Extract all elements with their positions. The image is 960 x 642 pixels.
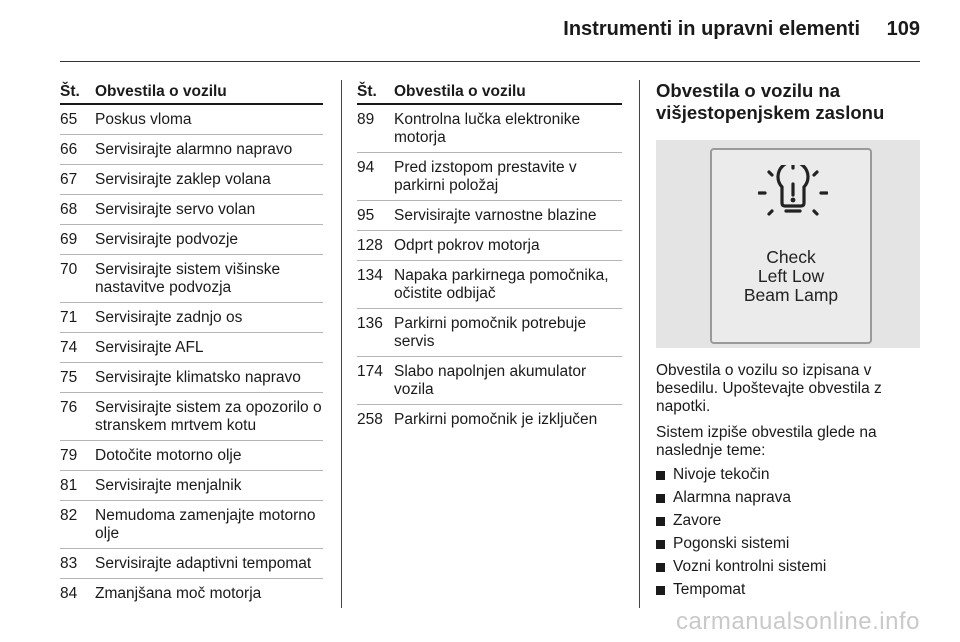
table-row xyxy=(60,165,323,195)
message-text: Servisirajte zaklep volana xyxy=(95,171,271,188)
bullet-square-icon xyxy=(656,517,665,526)
section-display-messages xyxy=(656,80,921,604)
list-item xyxy=(656,512,921,530)
table-row xyxy=(60,195,323,225)
section-heading: Obvestila o vozilu na višjestopenjskem zaslonu xyxy=(656,80,885,123)
message-text: Odprt pokrov motorja xyxy=(394,237,540,254)
bullet-square-icon xyxy=(656,494,665,503)
message-number: 174 xyxy=(357,363,383,380)
column-header-message: Obvestila o vozilu xyxy=(95,83,227,100)
table-row xyxy=(60,135,323,165)
lamp-warning-icon xyxy=(758,165,828,235)
table-row xyxy=(60,501,323,549)
message-text: Servisirajte menjalnik xyxy=(95,477,242,494)
message-number: 95 xyxy=(357,207,375,224)
table-row xyxy=(60,303,323,333)
bullet-square-icon xyxy=(656,563,665,572)
message-number: 84 xyxy=(60,585,78,602)
list-item-label: Vozni kontrolni sistemi xyxy=(673,558,827,575)
paragraph-intro: Obvestila o vozilu so izpisana v besedilu. Upoštevajte obvestila z napotki. xyxy=(656,362,882,415)
message-text: Servisirajte sistem za opozorilo o stranskem mrtvem kotu xyxy=(95,399,322,434)
message-text: Dotočite motorno olje xyxy=(95,447,242,464)
message-text: Servisirajte servo volan xyxy=(95,201,256,218)
message-text: Napaka parkirnega pomočnika, očistite odbijač xyxy=(394,267,609,302)
table-row xyxy=(357,231,622,261)
display-line-3: Beam Lamp xyxy=(743,285,839,305)
message-number: 68 xyxy=(60,201,78,218)
header-divider xyxy=(60,61,920,62)
messages-table-1 xyxy=(60,80,323,608)
message-number: 70 xyxy=(60,261,78,278)
table-header xyxy=(60,80,323,105)
table-row xyxy=(60,579,323,608)
list-item xyxy=(656,466,921,484)
list-item xyxy=(656,535,921,553)
message-text: Poskus vloma xyxy=(95,111,192,128)
column-divider xyxy=(639,80,640,608)
message-text: Zmanjšana moč motorja xyxy=(95,585,262,602)
message-number: 79 xyxy=(60,447,78,464)
list-item xyxy=(656,489,921,507)
message-text: Servisirajte klimatsko napravo xyxy=(95,369,301,386)
list-item-label: Nivoje tekočin xyxy=(673,466,770,483)
message-text: Nemudoma zamenjajte motorno olje xyxy=(95,507,316,542)
message-number: 89 xyxy=(357,111,375,128)
table-row xyxy=(357,105,622,153)
message-text: Servisirajte zadnjo os xyxy=(95,309,243,326)
message-text: Servisirajte adaptivni tempomat xyxy=(95,555,312,572)
table-row xyxy=(60,441,323,471)
list-item-label: Zavore xyxy=(673,512,722,529)
watermark: carmanualsonline.info xyxy=(676,608,920,635)
message-number: 74 xyxy=(60,339,78,356)
message-text: Servisirajte AFL xyxy=(95,339,204,356)
message-number: 71 xyxy=(60,309,78,326)
messages-table-2 xyxy=(357,80,622,434)
table-row xyxy=(60,225,323,255)
message-text: Servisirajte sistem višinske nastavitve podvozja xyxy=(95,261,281,296)
message-text: Servisirajte podvozje xyxy=(95,231,239,248)
table-row xyxy=(357,357,622,405)
page-title: Instrumenti in upravni elementi xyxy=(563,18,860,40)
list-item-label: Tempomat xyxy=(673,581,746,598)
topics-list xyxy=(656,466,921,599)
column-header-message: Obvestila o vozilu xyxy=(394,83,526,100)
display-message xyxy=(712,248,870,305)
page-number: 109 xyxy=(886,18,920,40)
paragraph-topics: Sistem izpiše obvestila glede na naslednje teme: xyxy=(656,424,877,459)
message-text: Kontrolna lučka elektronike motorja xyxy=(394,111,581,146)
message-number: 76 xyxy=(60,399,78,416)
table-row xyxy=(357,153,622,201)
table-row xyxy=(60,471,323,501)
message-number: 83 xyxy=(60,555,78,572)
table-row xyxy=(60,363,323,393)
bullet-square-icon xyxy=(656,586,665,595)
column-header-number: Št. xyxy=(357,83,377,100)
message-number: 258 xyxy=(357,411,383,428)
display-line-1: Check xyxy=(766,247,816,267)
list-item xyxy=(656,558,921,576)
column-header-number: Št. xyxy=(60,83,80,100)
table-header xyxy=(357,80,622,105)
table-row xyxy=(60,393,323,441)
table-row xyxy=(60,549,323,579)
table-row xyxy=(60,255,323,303)
list-item xyxy=(656,581,921,599)
message-text: Slabo napolnjen akumulator vozila xyxy=(394,363,587,398)
message-number: 67 xyxy=(60,171,78,188)
message-number: 81 xyxy=(60,477,78,494)
message-text: Servisirajte alarmno napravo xyxy=(95,141,293,158)
table-row xyxy=(60,333,323,363)
table-row xyxy=(357,309,622,357)
table-row xyxy=(357,261,622,309)
message-number: 82 xyxy=(60,507,78,524)
bullet-square-icon xyxy=(656,471,665,480)
message-number: 128 xyxy=(357,237,383,254)
table-row xyxy=(357,201,622,231)
display-screen xyxy=(710,148,872,344)
message-number: 75 xyxy=(60,369,78,386)
list-item-label: Pogonski sistemi xyxy=(673,535,790,552)
message-text: Parkirni pomočnik je izključen xyxy=(394,411,598,428)
message-number: 69 xyxy=(60,231,78,248)
table-row xyxy=(60,105,323,135)
column-divider xyxy=(341,80,342,608)
list-item-label: Alarmna naprava xyxy=(673,489,792,506)
display-illustration xyxy=(656,140,920,348)
message-number: 94 xyxy=(357,159,375,176)
message-number: 66 xyxy=(60,141,78,158)
message-text: Servisirajte varnostne blazine xyxy=(394,207,597,224)
message-text: Pred izstopom prestavite v parkirni položaj xyxy=(394,159,577,194)
display-line-2: Left Low xyxy=(757,266,825,286)
message-number: 136 xyxy=(357,315,383,332)
message-text: Parkirni pomočnik potrebuje servis xyxy=(394,315,587,350)
message-number: 65 xyxy=(60,111,78,128)
message-number: 134 xyxy=(357,267,383,284)
table-row xyxy=(357,405,622,434)
page-header xyxy=(0,0,960,62)
bullet-square-icon xyxy=(656,540,665,549)
